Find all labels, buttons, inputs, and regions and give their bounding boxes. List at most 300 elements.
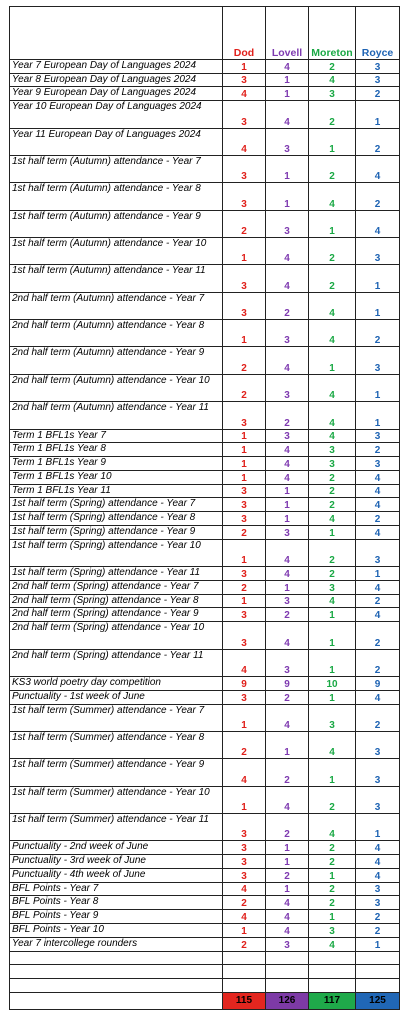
score-royce: 3 <box>356 59 400 73</box>
score-lovell: 1 <box>266 183 309 210</box>
score-moreton: 4 <box>309 512 356 526</box>
score-moreton: 2 <box>309 498 356 512</box>
score-dod: 4 <box>223 759 266 786</box>
table-row <box>10 265 400 292</box>
table-row <box>10 704 400 731</box>
table-row <box>10 567 400 581</box>
score-dod: 3 <box>223 155 266 182</box>
score-royce: 2 <box>356 512 400 526</box>
score-royce: 3 <box>356 786 400 813</box>
score-dod: 3 <box>223 512 266 526</box>
empty-cell <box>356 951 400 965</box>
score-dod: 1 <box>223 539 266 566</box>
score-royce: 1 <box>356 101 400 128</box>
score-royce: 2 <box>356 87 400 101</box>
table-row <box>10 402 400 429</box>
score-lovell: 1 <box>266 855 309 869</box>
row-label: Year 9 European Day of Languages 2024 <box>10 87 223 101</box>
table-row <box>10 731 400 758</box>
score-lovell: 9 <box>266 676 309 690</box>
row-label: 2nd half term (Spring) attendance - Year 10 <box>10 622 223 649</box>
score-dod: 3 <box>223 183 266 210</box>
score-lovell: 3 <box>266 937 309 951</box>
score-dod: 3 <box>223 841 266 855</box>
empty-row <box>10 951 400 965</box>
score-royce: 3 <box>356 896 400 910</box>
total-royce: 125 <box>356 992 400 1009</box>
table-row <box>10 59 400 73</box>
score-dod: 3 <box>223 608 266 622</box>
row-label: Year 10 European Day of Languages 2024 <box>10 101 223 128</box>
score-lovell: 4 <box>266 59 309 73</box>
score-lovell: 3 <box>266 525 309 539</box>
score-royce: 2 <box>356 594 400 608</box>
score-lovell: 4 <box>266 539 309 566</box>
row-label: Year 7 European Day of Languages 2024 <box>10 59 223 73</box>
score-royce: 4 <box>356 580 400 594</box>
score-royce: 1 <box>356 265 400 292</box>
score-dod: 1 <box>223 443 266 457</box>
header-blank-cell <box>10 7 223 60</box>
score-lovell: 3 <box>266 210 309 237</box>
score-dod: 1 <box>223 786 266 813</box>
score-royce: 2 <box>356 443 400 457</box>
score-royce: 4 <box>356 855 400 869</box>
score-dod: 1 <box>223 320 266 347</box>
empty-row <box>10 965 400 979</box>
score-lovell: 4 <box>266 567 309 581</box>
table-row <box>10 155 400 182</box>
score-lovell: 4 <box>266 924 309 938</box>
empty-cell <box>223 979 266 993</box>
score-dod: 3 <box>223 567 266 581</box>
score-lovell: 1 <box>266 882 309 896</box>
row-label: 1st half term (Summer) attendance - Year 11 <box>10 813 223 840</box>
score-dod: 4 <box>223 910 266 924</box>
total-dod: 115 <box>223 992 266 1009</box>
row-label: Punctuality - 3rd week of June <box>10 855 223 869</box>
header-lovell: Lovell <box>266 7 309 60</box>
score-lovell: 4 <box>266 347 309 374</box>
score-lovell: 4 <box>266 786 309 813</box>
table-row <box>10 101 400 128</box>
score-dod: 1 <box>223 704 266 731</box>
score-moreton: 1 <box>309 759 356 786</box>
table-row <box>10 484 400 498</box>
score-lovell: 1 <box>266 155 309 182</box>
score-moreton: 2 <box>309 855 356 869</box>
score-dod: 1 <box>223 594 266 608</box>
row-label: Term 1 BFL1s Year 8 <box>10 443 223 457</box>
score-moreton: 4 <box>309 429 356 443</box>
total-moreton: 117 <box>309 992 356 1009</box>
row-label: 1st half term (Autumn) attendance - Year 10 <box>10 237 223 264</box>
table-row <box>10 649 400 676</box>
score-moreton: 2 <box>309 470 356 484</box>
score-moreton: 4 <box>309 73 356 87</box>
row-label: BFL Points - Year 10 <box>10 924 223 938</box>
row-label: 1st half term (Spring) attendance - Year 8 <box>10 512 223 526</box>
table-row <box>10 910 400 924</box>
table-row <box>10 87 400 101</box>
totals-blank-cell <box>10 992 223 1009</box>
row-label: Term 1 BFL1s Year 11 <box>10 484 223 498</box>
score-moreton: 2 <box>309 841 356 855</box>
score-moreton: 2 <box>309 882 356 896</box>
row-label: 1st half term (Autumn) attendance - Year 8 <box>10 183 223 210</box>
table-row <box>10 374 400 401</box>
score-dod: 3 <box>223 402 266 429</box>
header-dod: Dod <box>223 7 266 60</box>
row-label: Term 1 BFL1s Year 9 <box>10 457 223 471</box>
score-royce: 3 <box>356 457 400 471</box>
score-moreton: 4 <box>309 374 356 401</box>
score-royce: 3 <box>356 73 400 87</box>
score-lovell: 4 <box>266 101 309 128</box>
score-moreton: 3 <box>309 457 356 471</box>
score-dod: 3 <box>223 265 266 292</box>
score-lovell: 1 <box>266 87 309 101</box>
score-dod: 9 <box>223 676 266 690</box>
score-moreton: 4 <box>309 937 356 951</box>
score-royce: 9 <box>356 676 400 690</box>
row-label: 2nd half term (Spring) attendance - Year 8 <box>10 594 223 608</box>
score-royce: 2 <box>356 924 400 938</box>
table-row <box>10 608 400 622</box>
table-row <box>10 882 400 896</box>
table-row <box>10 128 400 155</box>
score-royce: 1 <box>356 567 400 581</box>
table-row <box>10 813 400 840</box>
score-moreton: 4 <box>309 183 356 210</box>
score-moreton: 1 <box>309 210 356 237</box>
score-dod: 1 <box>223 457 266 471</box>
score-lovell: 1 <box>266 512 309 526</box>
score-lovell: 4 <box>266 265 309 292</box>
score-dod: 3 <box>223 868 266 882</box>
score-lovell: 1 <box>266 73 309 87</box>
score-dod: 1 <box>223 924 266 938</box>
score-lovell: 4 <box>266 622 309 649</box>
row-label: Year 11 European Day of Languages 2024 <box>10 128 223 155</box>
row-label: 2nd half term (Spring) attendance - Year 7 <box>10 580 223 594</box>
table-row <box>10 786 400 813</box>
score-lovell: 3 <box>266 374 309 401</box>
score-dod: 2 <box>223 731 266 758</box>
empty-cell <box>223 951 266 965</box>
row-label: 2nd half term (Spring) attendance - Year 11 <box>10 649 223 676</box>
score-moreton: 1 <box>309 868 356 882</box>
table-row <box>10 470 400 484</box>
empty-cell <box>266 951 309 965</box>
score-royce: 2 <box>356 704 400 731</box>
row-label: 1st half term (Autumn) attendance - Year 11 <box>10 265 223 292</box>
table-row <box>10 580 400 594</box>
row-label: Punctuality - 4th week of June <box>10 868 223 882</box>
table-row <box>10 320 400 347</box>
score-dod: 2 <box>223 347 266 374</box>
row-label: 1st half term (Spring) attendance - Year 7 <box>10 498 223 512</box>
score-moreton: 1 <box>309 910 356 924</box>
score-royce: 4 <box>356 608 400 622</box>
score-dod: 1 <box>223 237 266 264</box>
score-dod: 2 <box>223 896 266 910</box>
score-lovell: 2 <box>266 868 309 882</box>
score-dod: 2 <box>223 210 266 237</box>
empty-cell <box>223 965 266 979</box>
score-royce: 4 <box>356 155 400 182</box>
score-moreton: 4 <box>309 594 356 608</box>
row-label: Punctuality - 2nd week of June <box>10 841 223 855</box>
row-label: Term 1 BFL1s Year 10 <box>10 470 223 484</box>
row-label: Year 7 intercollege rounders <box>10 937 223 951</box>
score-moreton: 4 <box>309 813 356 840</box>
row-label: 1st half term (Summer) attendance - Year 9 <box>10 759 223 786</box>
score-moreton: 4 <box>309 731 356 758</box>
table-row <box>10 759 400 786</box>
table-row <box>10 924 400 938</box>
score-dod: 1 <box>223 59 266 73</box>
score-moreton: 1 <box>309 128 356 155</box>
row-label: Year 8 European Day of Languages 2024 <box>10 73 223 87</box>
score-lovell: 3 <box>266 128 309 155</box>
score-lovell: 4 <box>266 910 309 924</box>
score-royce: 3 <box>356 882 400 896</box>
empty-cell <box>266 979 309 993</box>
score-lovell: 1 <box>266 731 309 758</box>
score-moreton: 3 <box>309 924 356 938</box>
score-lovell: 1 <box>266 841 309 855</box>
table-row <box>10 525 400 539</box>
score-lovell: 2 <box>266 813 309 840</box>
score-royce: 2 <box>356 910 400 924</box>
row-label: 1st half term (Autumn) attendance - Year 9 <box>10 210 223 237</box>
score-royce: 1 <box>356 937 400 951</box>
row-label: Punctuality - 1st week of June <box>10 690 223 704</box>
score-moreton: 3 <box>309 443 356 457</box>
score-moreton: 2 <box>309 59 356 73</box>
score-moreton: 2 <box>309 567 356 581</box>
row-label: 1st half term (Spring) attendance - Year 11 <box>10 567 223 581</box>
score-moreton: 1 <box>309 649 356 676</box>
score-royce: 4 <box>356 484 400 498</box>
score-royce: 3 <box>356 539 400 566</box>
row-label: 1st half term (Autumn) attendance - Year 7 <box>10 155 223 182</box>
score-dod: 2 <box>223 937 266 951</box>
row-label: 1st half term (Spring) attendance - Year 10 <box>10 539 223 566</box>
row-label: 2nd half term (Spring) attendance - Year 9 <box>10 608 223 622</box>
score-lovell: 1 <box>266 498 309 512</box>
table-row <box>10 347 400 374</box>
score-lovell: 2 <box>266 402 309 429</box>
score-moreton: 2 <box>309 155 356 182</box>
table-row <box>10 622 400 649</box>
score-royce: 2 <box>356 622 400 649</box>
score-dod: 3 <box>223 292 266 319</box>
row-label: 2nd half term (Autumn) attendance - Year 8 <box>10 320 223 347</box>
score-moreton: 2 <box>309 237 356 264</box>
row-label: BFL Points - Year 7 <box>10 882 223 896</box>
header-row <box>10 7 400 60</box>
score-dod: 3 <box>223 73 266 87</box>
score-lovell: 1 <box>266 484 309 498</box>
score-lovell: 2 <box>266 690 309 704</box>
table-row <box>10 676 400 690</box>
table-row <box>10 841 400 855</box>
row-label: 1st half term (Spring) attendance - Year 9 <box>10 525 223 539</box>
row-label: 2nd half term (Autumn) attendance - Year 10 <box>10 374 223 401</box>
score-lovell: 2 <box>266 759 309 786</box>
score-moreton: 4 <box>309 402 356 429</box>
score-moreton: 4 <box>309 320 356 347</box>
row-label: 2nd half term (Autumn) attendance - Year 11 <box>10 402 223 429</box>
score-royce: 1 <box>356 813 400 840</box>
score-lovell: 3 <box>266 320 309 347</box>
table-row <box>10 937 400 951</box>
row-label: 1st half term (Summer) attendance - Year 10 <box>10 786 223 813</box>
score-royce: 4 <box>356 841 400 855</box>
score-lovell: 4 <box>266 237 309 264</box>
score-moreton: 1 <box>309 608 356 622</box>
table-row <box>10 443 400 457</box>
table-row <box>10 539 400 566</box>
score-dod: 3 <box>223 813 266 840</box>
table-row <box>10 690 400 704</box>
score-moreton: 2 <box>309 539 356 566</box>
score-royce: 4 <box>356 690 400 704</box>
empty-cell <box>356 965 400 979</box>
score-royce: 1 <box>356 292 400 319</box>
score-dod: 3 <box>223 690 266 704</box>
score-royce: 4 <box>356 470 400 484</box>
score-lovell: 2 <box>266 292 309 319</box>
score-moreton: 10 <box>309 676 356 690</box>
house-points-table <box>9 6 400 1010</box>
score-royce: 1 <box>356 402 400 429</box>
score-moreton: 2 <box>309 101 356 128</box>
score-dod: 3 <box>223 484 266 498</box>
score-royce: 2 <box>356 128 400 155</box>
empty-cell <box>10 951 223 965</box>
score-dod: 3 <box>223 855 266 869</box>
empty-cell <box>10 965 223 979</box>
empty-row <box>10 979 400 993</box>
table-row <box>10 429 400 443</box>
score-dod: 4 <box>223 649 266 676</box>
table-row <box>10 237 400 264</box>
row-label: BFL Points - Year 8 <box>10 896 223 910</box>
score-lovell: 4 <box>266 443 309 457</box>
score-lovell: 3 <box>266 649 309 676</box>
total-lovell: 126 <box>266 992 309 1009</box>
score-lovell: 4 <box>266 470 309 484</box>
score-royce: 3 <box>356 731 400 758</box>
score-lovell: 3 <box>266 594 309 608</box>
score-dod: 1 <box>223 429 266 443</box>
table-row <box>10 594 400 608</box>
score-royce: 2 <box>356 649 400 676</box>
score-moreton: 3 <box>309 580 356 594</box>
score-moreton: 3 <box>309 704 356 731</box>
table-row <box>10 512 400 526</box>
empty-cell <box>309 979 356 993</box>
empty-cell <box>10 979 223 993</box>
score-dod: 4 <box>223 87 266 101</box>
table-row <box>10 73 400 87</box>
score-moreton: 2 <box>309 265 356 292</box>
score-lovell: 4 <box>266 457 309 471</box>
row-label: 1st half term (Summer) attendance - Year 7 <box>10 704 223 731</box>
table-row <box>10 183 400 210</box>
score-dod: 4 <box>223 882 266 896</box>
score-dod: 3 <box>223 498 266 512</box>
score-lovell: 3 <box>266 429 309 443</box>
row-label: Term 1 BFL1s Year 7 <box>10 429 223 443</box>
score-dod: 2 <box>223 580 266 594</box>
score-moreton: 4 <box>309 292 356 319</box>
table-row <box>10 210 400 237</box>
empty-cell <box>309 951 356 965</box>
score-moreton: 1 <box>309 525 356 539</box>
score-royce: 1 <box>356 374 400 401</box>
row-label: 1st half term (Summer) attendance - Year 8 <box>10 731 223 758</box>
totals-row <box>10 992 400 1009</box>
score-moreton: 3 <box>309 87 356 101</box>
score-dod: 4 <box>223 128 266 155</box>
score-royce: 3 <box>356 429 400 443</box>
score-royce: 4 <box>356 525 400 539</box>
score-royce: 2 <box>356 183 400 210</box>
table-row <box>10 457 400 471</box>
row-label: 2nd half term (Autumn) attendance - Year 9 <box>10 347 223 374</box>
table-row <box>10 896 400 910</box>
table-row <box>10 868 400 882</box>
score-lovell: 1 <box>266 580 309 594</box>
score-royce: 2 <box>356 320 400 347</box>
score-royce: 3 <box>356 237 400 264</box>
row-label: 2nd half term (Autumn) attendance - Year 7 <box>10 292 223 319</box>
score-lovell: 4 <box>266 704 309 731</box>
score-dod: 2 <box>223 525 266 539</box>
empty-cell <box>309 965 356 979</box>
table-row <box>10 292 400 319</box>
table-row <box>10 855 400 869</box>
score-royce: 3 <box>356 759 400 786</box>
header-royce: Royce <box>356 7 400 60</box>
score-royce: 4 <box>356 210 400 237</box>
score-royce: 4 <box>356 498 400 512</box>
score-moreton: 2 <box>309 896 356 910</box>
score-royce: 3 <box>356 347 400 374</box>
empty-cell <box>356 979 400 993</box>
score-moreton: 1 <box>309 347 356 374</box>
header-moreton: Moreton <box>309 7 356 60</box>
table-row <box>10 498 400 512</box>
row-label: KS3 world poetry day competition <box>10 676 223 690</box>
score-dod: 3 <box>223 101 266 128</box>
score-royce: 4 <box>356 868 400 882</box>
score-moreton: 2 <box>309 786 356 813</box>
score-dod: 3 <box>223 622 266 649</box>
score-dod: 2 <box>223 374 266 401</box>
score-moreton: 1 <box>309 622 356 649</box>
score-moreton: 2 <box>309 484 356 498</box>
score-dod: 1 <box>223 470 266 484</box>
score-lovell: 4 <box>266 896 309 910</box>
score-moreton: 1 <box>309 690 356 704</box>
row-label: BFL Points - Year 9 <box>10 910 223 924</box>
score-lovell: 2 <box>266 608 309 622</box>
